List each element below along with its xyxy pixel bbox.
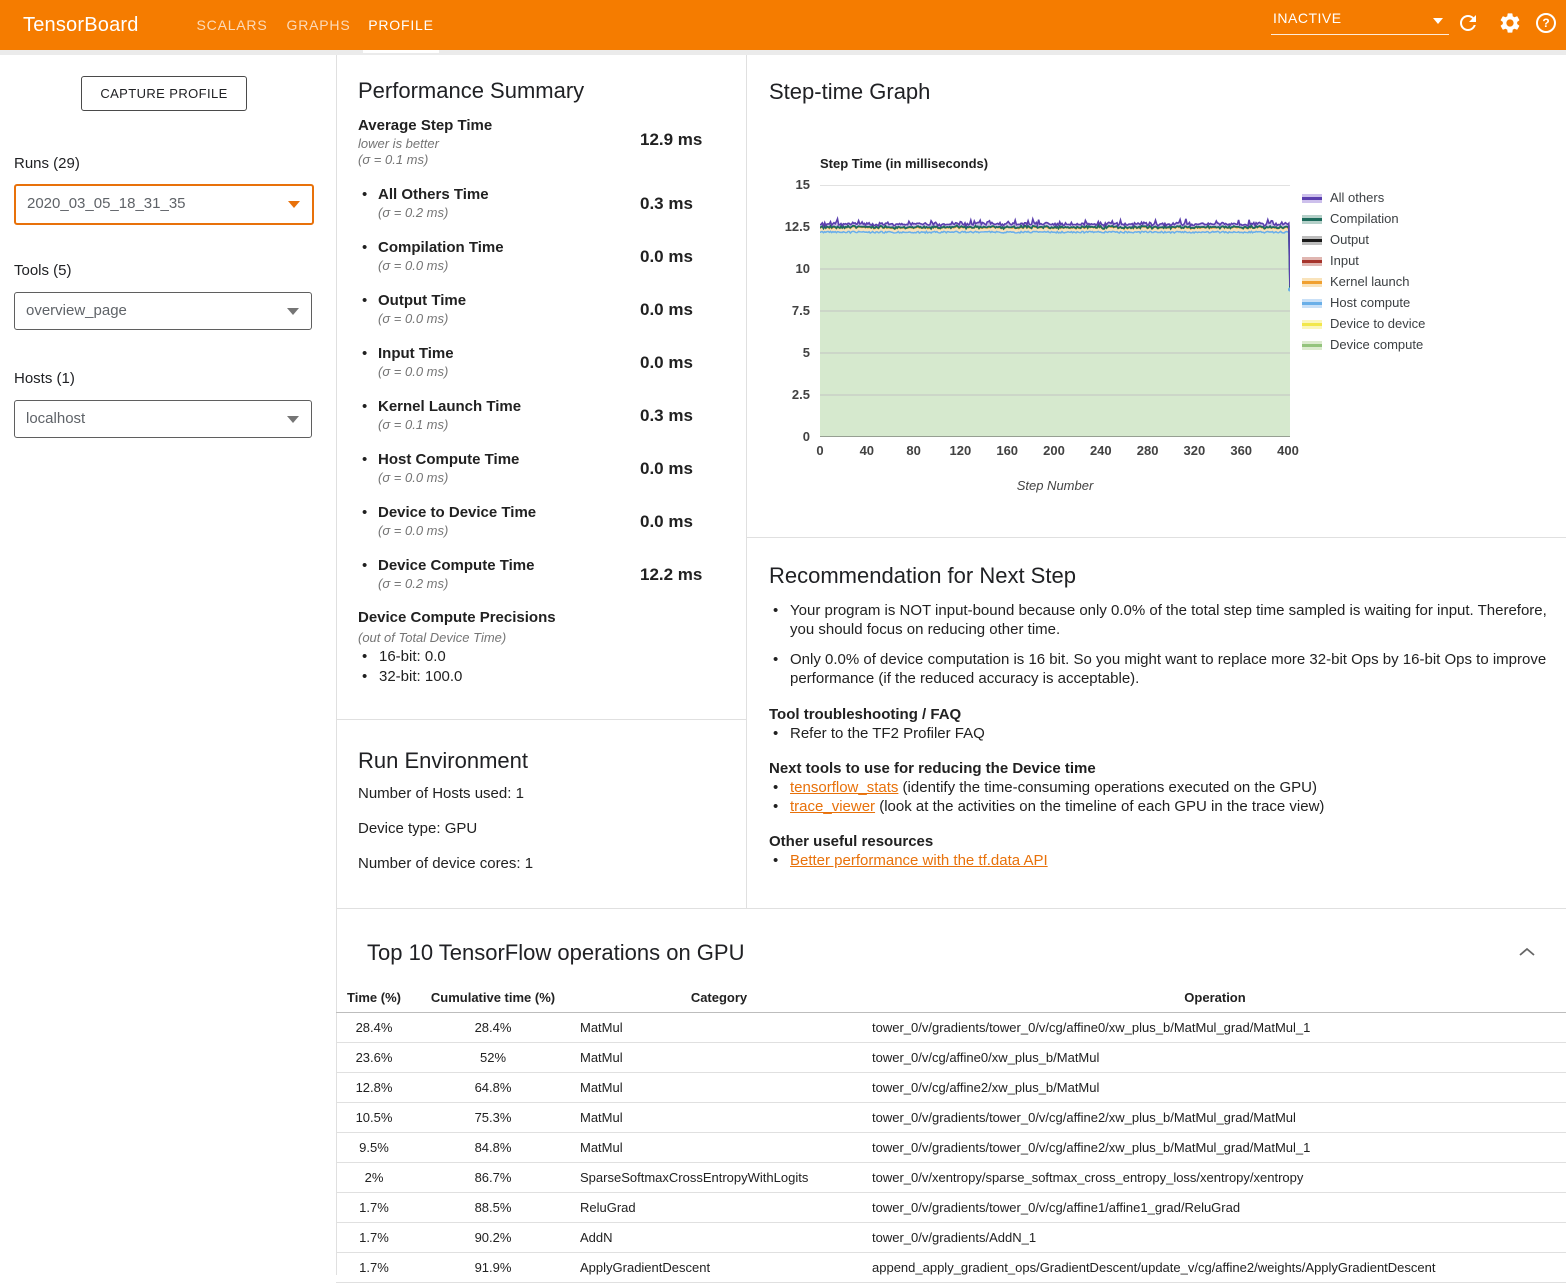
runs-label: Runs (29) bbox=[14, 155, 80, 172]
active-tab-underline bbox=[363, 50, 439, 53]
app-title: TensorBoard bbox=[23, 14, 139, 36]
cell-time: 10.5% bbox=[355, 1110, 393, 1125]
svg-text:?: ? bbox=[1542, 16, 1550, 31]
cell-category: MatMul bbox=[580, 1050, 623, 1065]
table-row bbox=[336, 1223, 1566, 1253]
faq-item: • Refer to the TF2 Profiler FAQ bbox=[769, 724, 1566, 743]
metric-sigma: (σ = 0.1 ms) bbox=[378, 417, 449, 432]
table-row bbox=[336, 1043, 1566, 1073]
col-header-time: Time (%) bbox=[347, 989, 401, 1005]
column-divider bbox=[746, 55, 747, 908]
x-tick-label: 160 bbox=[996, 443, 1019, 458]
y-tick-label: 2.5 bbox=[791, 387, 810, 402]
perf-summary-item bbox=[358, 504, 708, 557]
metric-label: All Others Time bbox=[378, 186, 489, 203]
status-dropdown[interactable] bbox=[1271, 8, 1449, 35]
metric-label: Kernel Launch Time bbox=[378, 398, 522, 415]
legend-swatch bbox=[1302, 299, 1322, 308]
bullet: • bbox=[362, 239, 368, 256]
cell-time: 1.7% bbox=[359, 1230, 389, 1245]
metric-label: Output Time bbox=[378, 292, 467, 309]
bullet: • bbox=[362, 504, 368, 521]
run-env-hosts: Number of Hosts used: 1 bbox=[358, 785, 524, 802]
app-toolbar bbox=[0, 0, 1566, 50]
cell-time: 12.8% bbox=[355, 1080, 393, 1095]
x-axis-label: Step Number bbox=[1016, 478, 1094, 493]
toolbar-shadow-strip bbox=[0, 50, 1566, 55]
y-tick-label: 10 bbox=[795, 261, 810, 276]
table-row bbox=[336, 1103, 1566, 1133]
next-tools-item bbox=[769, 778, 1566, 797]
capture-profile-button[interactable]: CAPTURE PROFILE bbox=[81, 76, 247, 111]
other-resources-item bbox=[769, 851, 1566, 870]
legend-swatch bbox=[1302, 215, 1322, 224]
metric-sigma: (σ = 0.0 ms) bbox=[378, 258, 449, 273]
cell-cumulative: 28.4% bbox=[474, 1020, 512, 1035]
table-row bbox=[336, 1073, 1566, 1103]
cell-cumulative: 88.5% bbox=[474, 1200, 512, 1215]
precisions-title: Device Compute Precisions bbox=[358, 609, 556, 626]
legend-label: Device compute bbox=[1330, 337, 1424, 352]
recommendation-bullet: • Your program is NOT input-bound because only 0.0% of the total step time sampled is waiting for input. Therefore, you should focus on reducing other time. bbox=[769, 601, 1566, 639]
metric-sigma: (σ = 0.0 ms) bbox=[378, 470, 449, 485]
cell-category: SparseSoftmaxCrossEntropyWithLogits bbox=[580, 1170, 809, 1185]
tools-select[interactable] bbox=[14, 292, 312, 330]
metric-label: Average Step Time bbox=[358, 117, 493, 134]
cell-category: MatMul bbox=[580, 1140, 623, 1155]
y-tick-label: 0 bbox=[802, 429, 810, 444]
y-tick-label: 15 bbox=[795, 177, 810, 192]
cell-operation: tower_0/v/cg/affine2/xw_plus_b/MatMul bbox=[872, 1080, 1100, 1095]
run-env-cores: Number of device cores: 1 bbox=[358, 855, 534, 872]
performance-summary-title: Performance Summary bbox=[358, 78, 585, 103]
perf-summary-item bbox=[358, 239, 708, 292]
metric-value: 0.3 ms bbox=[640, 406, 693, 425]
bullet: • bbox=[362, 451, 368, 468]
precision-item: • 16-bit: 0.0 bbox=[362, 648, 446, 665]
metric-label: Input Time bbox=[378, 345, 454, 362]
step-time-chart-plot bbox=[820, 185, 1290, 437]
cell-time: 1.7% bbox=[359, 1200, 389, 1215]
cell-operation: tower_0/v/gradients/AddN_1 bbox=[872, 1230, 1037, 1245]
legend-swatch bbox=[1302, 278, 1322, 287]
cell-time: 28.4% bbox=[355, 1020, 393, 1035]
legend-label: Compilation bbox=[1330, 211, 1399, 226]
col-header-operation: Operation bbox=[1184, 989, 1246, 1005]
bullet: • bbox=[362, 557, 368, 574]
perf-summary-item bbox=[358, 451, 708, 504]
x-tick-label: 40 bbox=[859, 443, 875, 458]
col-header-category: Category bbox=[690, 989, 748, 1005]
cell-operation: tower_0/v/xentropy/sparse_softmax_cross_entropy_loss/xentropy/xentropy bbox=[872, 1170, 1304, 1185]
hosts-label: Hosts (1) bbox=[14, 370, 75, 387]
legend-swatch bbox=[1302, 341, 1322, 350]
chevron-down-icon bbox=[287, 416, 299, 423]
tools-label: Tools (5) bbox=[14, 262, 72, 279]
cell-cumulative: 86.7% bbox=[474, 1170, 512, 1185]
metric-sigma: (σ = 0.2 ms) bbox=[378, 576, 449, 591]
x-tick-label: 360 bbox=[1230, 443, 1253, 458]
legend-label: Kernel launch bbox=[1330, 274, 1410, 289]
table-row bbox=[336, 1253, 1566, 1283]
refresh-icon[interactable] bbox=[1456, 11, 1482, 37]
panel-divider bbox=[336, 908, 1566, 909]
bullet: • bbox=[362, 668, 368, 685]
y-tick-label: 5 bbox=[802, 345, 810, 360]
cell-category: ReluGrad bbox=[580, 1200, 636, 1215]
next-tools-title: Next tools to use for reducing the Device time bbox=[769, 760, 1096, 777]
top-ops-title: Top 10 TensorFlow operations on GPU bbox=[367, 940, 745, 965]
tab-scalars[interactable]: SCALARS bbox=[196, 17, 268, 33]
metric-label: Device Compute Time bbox=[378, 557, 535, 574]
metric-value: 12.2 ms bbox=[640, 565, 703, 584]
metric-label: Device to Device Time bbox=[378, 504, 537, 521]
gear-icon[interactable] bbox=[1498, 11, 1524, 37]
perf-summary-item bbox=[358, 345, 708, 398]
cell-cumulative: 84.8% bbox=[474, 1140, 512, 1155]
cell-operation: append_apply_gradient_ops/GradientDescent/update_v/cg/affine2/weights/ApplyGradientDescent bbox=[872, 1260, 1436, 1275]
legend-swatch bbox=[1302, 236, 1322, 245]
legend-swatch bbox=[1302, 194, 1322, 203]
cell-cumulative: 64.8% bbox=[474, 1080, 512, 1095]
runs-select[interactable] bbox=[14, 184, 314, 225]
trace-viewer-link[interactable]: trace_viewer bbox=[790, 798, 876, 815]
cell-time: 2% bbox=[364, 1170, 384, 1185]
bullet: • bbox=[362, 398, 368, 415]
metric-sigma: (σ = 0.1 ms) bbox=[358, 152, 429, 167]
x-tick-label: 80 bbox=[906, 443, 921, 458]
x-tick-label: 400 bbox=[1277, 443, 1299, 458]
legend-label: Output bbox=[1330, 232, 1370, 247]
average-step-time bbox=[358, 117, 493, 167]
chart-title: Step Time (in milliseconds) bbox=[820, 156, 989, 171]
legend-label: Input bbox=[1330, 253, 1359, 268]
perf-summary-item bbox=[358, 557, 708, 610]
run-env-device-type: Device type: GPU bbox=[358, 820, 478, 837]
run-environment-title: Run Environment bbox=[358, 748, 528, 773]
bullet: • bbox=[362, 186, 368, 203]
step-time-graph-title: Step-time Graph bbox=[769, 79, 931, 104]
top-ops-table bbox=[336, 982, 1566, 1283]
cell-cumulative: 90.2% bbox=[474, 1230, 512, 1245]
help-icon[interactable] bbox=[1534, 11, 1560, 37]
metric-sigma: (σ = 0.0 ms) bbox=[378, 311, 449, 326]
metric-value: 0.3 ms bbox=[640, 194, 693, 213]
legend-swatch bbox=[1302, 257, 1322, 266]
cell-category: MatMul bbox=[580, 1080, 623, 1095]
x-tick-label: 200 bbox=[1043, 443, 1065, 458]
cell-operation: tower_0/v/gradients/tower_0/v/cg/affine2/xw_plus_b/MatMul_grad/MatMul bbox=[872, 1110, 1296, 1125]
table-row bbox=[336, 1163, 1566, 1193]
table-row bbox=[336, 1193, 1566, 1223]
cell-cumulative: 91.9% bbox=[474, 1260, 512, 1275]
metric-value: 0.0 ms bbox=[640, 459, 693, 478]
metric-note: lower is better bbox=[358, 136, 439, 151]
cell-operation: tower_0/v/gradients/tower_0/v/cg/affine1/affine1_grad/ReluGrad bbox=[872, 1200, 1241, 1215]
cell-category: MatMul bbox=[580, 1020, 623, 1035]
tools-select-value: overview_page bbox=[26, 302, 127, 319]
perf-summary-item bbox=[358, 398, 708, 451]
legend-label: All others bbox=[1330, 190, 1385, 205]
metric-value: 12.9 ms bbox=[640, 130, 703, 149]
x-tick-label: 240 bbox=[1089, 443, 1112, 458]
graph-divider bbox=[746, 537, 1566, 538]
recommendation-title: Recommendation for Next Step bbox=[769, 563, 1076, 588]
cell-operation: tower_0/v/cg/affine0/xw_plus_b/MatMul bbox=[872, 1050, 1100, 1065]
metric-label: Host Compute Time bbox=[378, 451, 520, 468]
collapse-chevron-icon[interactable] bbox=[1518, 944, 1536, 962]
faq-title: Tool troubleshooting / FAQ bbox=[769, 706, 962, 723]
metric-label: Compilation Time bbox=[378, 239, 504, 256]
metric-value: 0.0 ms bbox=[640, 512, 693, 531]
metric-value: 0.0 ms bbox=[640, 353, 693, 372]
legend-label: Host compute bbox=[1330, 295, 1411, 310]
cell-category: AddN bbox=[580, 1230, 613, 1245]
x-tick-label: 0 bbox=[816, 443, 824, 458]
hosts-select[interactable] bbox=[14, 400, 312, 438]
y-tick-label: 12.5 bbox=[784, 219, 810, 234]
col-header-cumulative: Cumulative time (%) bbox=[430, 989, 556, 1005]
cell-operation: tower_0/v/gradients/tower_0/v/cg/affine2/xw_plus_b/MatMul_grad/MatMul_1 bbox=[872, 1140, 1311, 1155]
summary-divider bbox=[336, 719, 746, 720]
hosts-select-value: localhost bbox=[26, 410, 86, 427]
precision-item: • 32-bit: 100.0 bbox=[362, 668, 463, 685]
status-dropdown-value: INACTIVE bbox=[1273, 10, 1342, 26]
tensorflow-stats-link[interactable]: tensorflow_stats bbox=[790, 779, 899, 796]
tab-profile[interactable]: PROFILE bbox=[368, 17, 434, 33]
next-tools-item bbox=[769, 797, 1566, 816]
bullet: • bbox=[362, 345, 368, 362]
bullet: • bbox=[362, 648, 368, 665]
cell-cumulative: 75.3% bbox=[474, 1110, 512, 1125]
device-compute-precisions bbox=[358, 609, 708, 687]
cell-cumulative: 52% bbox=[479, 1050, 507, 1065]
x-tick-label: 280 bbox=[1136, 443, 1159, 458]
perf-summary-item bbox=[358, 186, 708, 239]
tab-graphs[interactable]: GRAPHS bbox=[286, 17, 351, 33]
cell-category: ApplyGradientDescent bbox=[580, 1260, 711, 1275]
next-tools-item-desc: (look at the activities on the timeline of each GPU in the trace view) bbox=[875, 798, 1325, 815]
chevron-down-icon bbox=[288, 201, 300, 208]
metric-sigma: (σ = 0.2 ms) bbox=[378, 205, 449, 220]
cell-category: MatMul bbox=[580, 1110, 623, 1125]
metric-sigma: (σ = 0.0 ms) bbox=[378, 364, 449, 379]
runs-select-value: 2020_03_05_18_31_35 bbox=[27, 195, 186, 212]
recommendation-bullet: • Only 0.0% of device computation is 16 bit. So you might want to replace more 32-bit Ops by 16-bit Ops to improve performance (if the reduced accuracy is acceptable). bbox=[769, 650, 1566, 688]
legend-swatch bbox=[1302, 320, 1322, 329]
precisions-note: (out of Total Device Time) bbox=[358, 630, 507, 645]
x-tick-label: 320 bbox=[1183, 443, 1206, 458]
metric-sigma: (σ = 0.0 ms) bbox=[378, 523, 449, 538]
table-row bbox=[336, 1013, 1566, 1043]
y-tick-label: 7.5 bbox=[791, 303, 810, 318]
table-header-row bbox=[336, 982, 1566, 1013]
table-row bbox=[336, 1133, 1566, 1163]
metric-value: 0.0 ms bbox=[640, 247, 693, 266]
step-time-chart bbox=[760, 140, 1560, 500]
chevron-down-icon bbox=[287, 308, 299, 315]
tfdata-api-link[interactable]: Better performance with the tf.data API bbox=[790, 852, 1048, 869]
cell-time: 9.5% bbox=[359, 1140, 389, 1155]
x-tick-label: 120 bbox=[949, 443, 972, 458]
cell-operation: tower_0/v/gradients/tower_0/v/cg/affine0/xw_plus_b/MatMul_grad/MatMul_1 bbox=[872, 1020, 1311, 1035]
cell-time: 1.7% bbox=[359, 1260, 389, 1275]
chevron-down-icon bbox=[1433, 18, 1443, 24]
perf-summary-item bbox=[358, 292, 708, 345]
legend-label: Device to device bbox=[1330, 316, 1426, 331]
bullet: • bbox=[362, 292, 368, 309]
other-resources-title: Other useful resources bbox=[769, 833, 934, 850]
next-tools-item-desc: (identify the time-consuming operations executed on the GPU) bbox=[898, 779, 1317, 796]
metric-value: 0.0 ms bbox=[640, 300, 693, 319]
cell-time: 23.6% bbox=[355, 1050, 393, 1065]
